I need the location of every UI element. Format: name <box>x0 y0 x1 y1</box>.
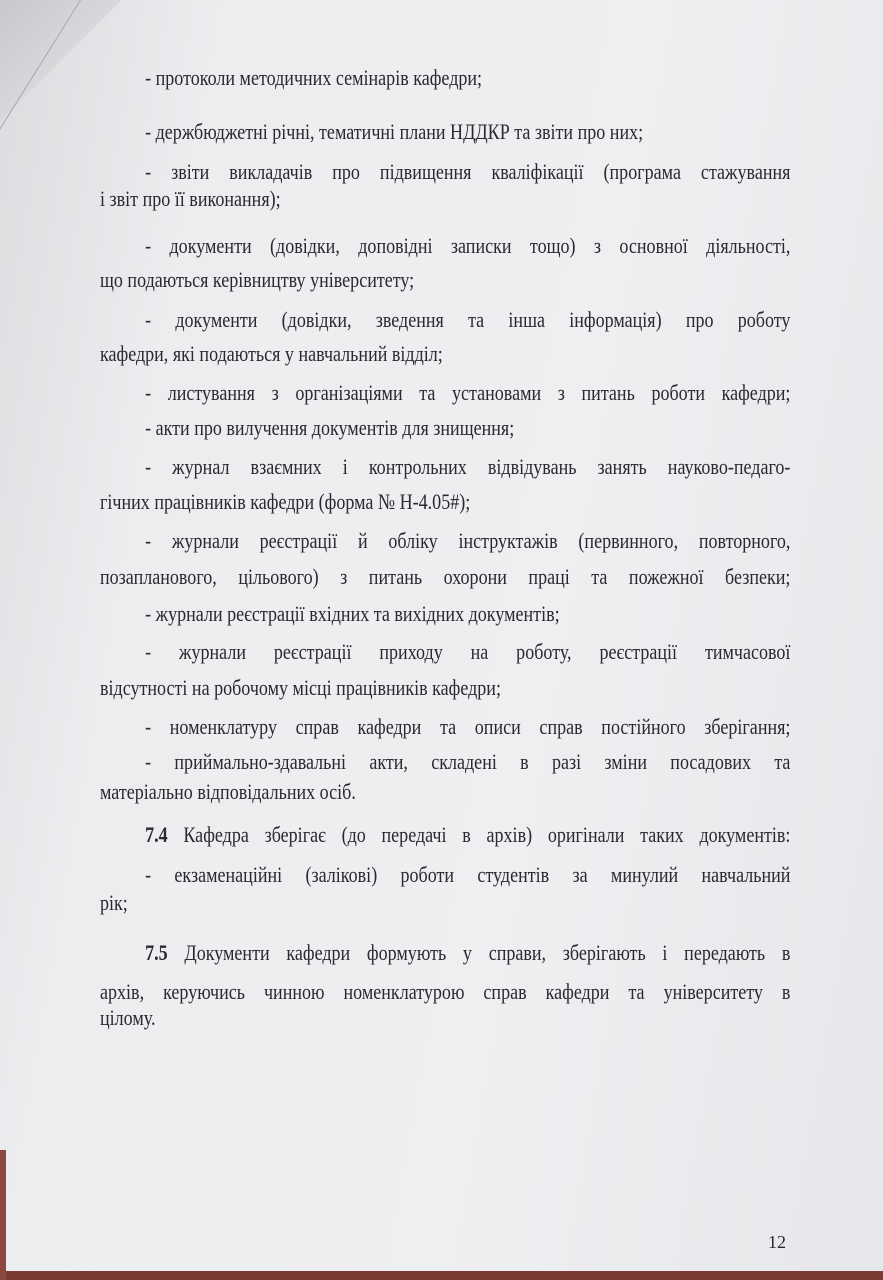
line-text: позапланового, цільового) з питань охорони праці та пожежної безпеки; <box>100 564 791 589</box>
line-text: - звіти викладачів про підвищення кваліфікації (програма стажування <box>145 159 791 184</box>
document-line <box>100 564 790 590</box>
line-text: рік; <box>100 890 128 915</box>
line-text: - журнал взаємних і контрольних відвідувань занять науково-педаго- <box>145 454 791 479</box>
line-text: - екзаменаційні (залікові) роботи студентів за минулий навчальний <box>145 862 791 887</box>
document-line <box>100 979 790 1005</box>
line-text: - приймально-здавальні акти, складені в разі зміни посадових та <box>145 749 791 774</box>
document-line <box>100 675 790 701</box>
line-text: архів, керуючись чинною номенклатурою справ кафедри та університету в <box>100 979 791 1004</box>
document-line <box>145 601 790 627</box>
document-line <box>100 267 790 293</box>
line-text: що подаються керівництву університету; <box>100 267 415 292</box>
line-text: - журнали реєстрації вхідних та вихідних документів; <box>145 601 560 626</box>
document-line <box>145 415 790 441</box>
document-line <box>100 341 790 367</box>
document-line <box>145 639 790 665</box>
line-text: - журнали реєстрації й обліку інструктажів (первинного, повторного, <box>145 528 791 553</box>
section-paragraph-line <box>145 940 790 966</box>
document-line <box>100 779 790 805</box>
section-number: 7.4 <box>145 822 168 847</box>
document-line <box>145 749 790 775</box>
line-text: Документи кафедри формують у справи, зберігають і передають в <box>167 940 791 965</box>
background-table-edge-left <box>0 1150 6 1280</box>
document-line <box>100 489 790 515</box>
line-text: - акти про вилучення документів для знищення; <box>145 415 515 440</box>
page-number: 12 <box>768 1232 786 1252</box>
line-text: - листування з організаціями та установами з питань роботи кафедри; <box>145 380 791 405</box>
document-line <box>145 528 790 554</box>
line-text: - протоколи методичних семінарів кафедри; <box>145 65 483 90</box>
line-text: - держбюджетні річні, тематичні плани НДДКР та звіти про них; <box>145 119 644 144</box>
document-line <box>100 186 790 212</box>
document-line <box>100 890 790 916</box>
line-text: цілому. <box>100 1005 156 1030</box>
document-line <box>145 233 790 259</box>
document-line <box>145 380 790 406</box>
document-line <box>145 862 790 888</box>
page-fold-corner <box>0 0 120 180</box>
line-text: матеріально відповідальних осіб. <box>100 779 356 804</box>
line-text: - номенклатуру справ кафедри та описи справ постійного зберігання; <box>145 714 791 739</box>
section-number: 7.5 <box>145 940 168 965</box>
document-line <box>145 454 790 480</box>
line-text: - журнали реєстрації приходу на роботу, реєстрації тимчасової <box>145 639 791 664</box>
document-line <box>145 119 790 145</box>
document-line <box>145 159 790 185</box>
document-line <box>145 714 790 740</box>
document-line <box>145 65 790 91</box>
line-text: - документи (довідки, доповідні записки тощо) з основної діяльності, <box>145 233 791 258</box>
document-line <box>100 1005 790 1031</box>
line-text: гічних працівників кафедри (форма № Н-4.05#); <box>100 489 471 514</box>
line-text: - документи (довідки, зведення та інша інформація) про роботу <box>145 307 791 332</box>
background-table-edge <box>0 1271 883 1280</box>
document-line <box>145 307 790 333</box>
section-paragraph-line <box>145 822 790 848</box>
line-text: і звіт про її виконання); <box>100 186 281 211</box>
line-text: кафедри, які подаються у навчальний відділ; <box>100 341 443 366</box>
line-text: відсутності на робочому місці працівників кафедри; <box>100 675 501 700</box>
line-text: Кафедра зберігає (до передачі в архів) оригінали таких документів: <box>167 822 791 847</box>
